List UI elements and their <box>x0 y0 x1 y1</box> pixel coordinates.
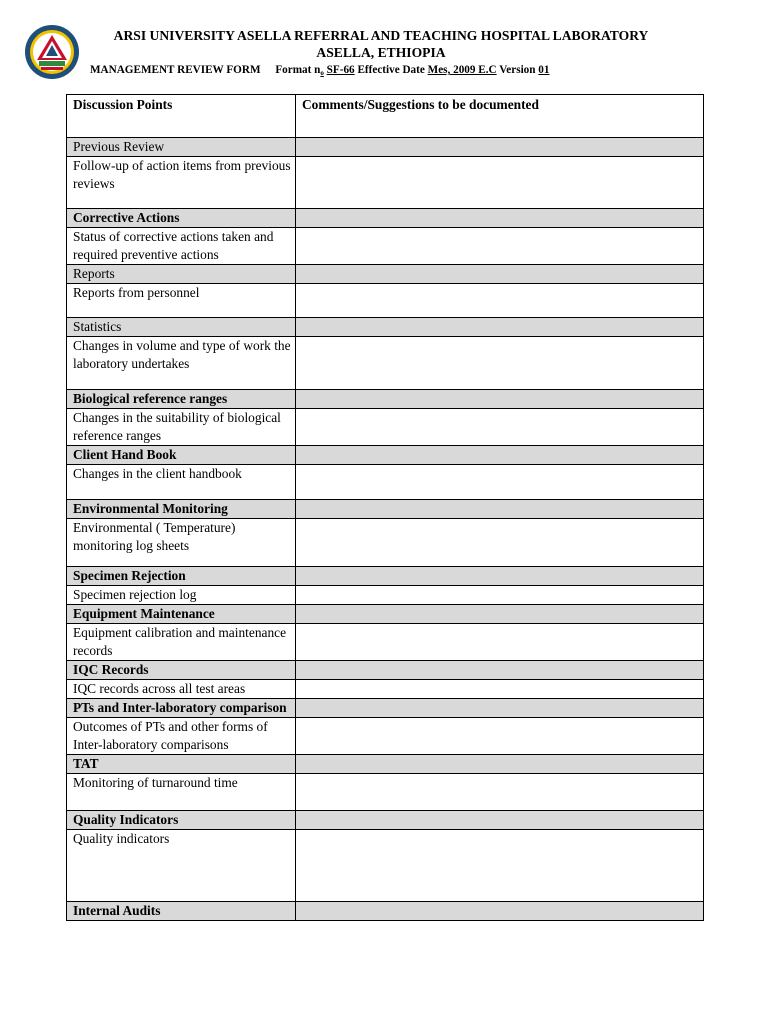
discussion-point: Changes in volume and type of work the laboratory undertakes <box>67 337 296 390</box>
format-label: Format $n_o$ <box>275 64 324 77</box>
discussion-item-row <box>67 774 704 811</box>
column-header-comments: Comments/Suggestions to be documented <box>296 95 704 138</box>
section-title: Corrective Actions <box>67 209 296 228</box>
hospital-location: ASELLA, ETHIOPIA <box>316 45 446 60</box>
effective-date-value: Mes, 2009 E.C <box>427 64 497 76</box>
section-comment-cell <box>296 902 704 921</box>
comments-field[interactable] <box>296 284 704 318</box>
discussion-item-row <box>67 465 704 500</box>
comments-field[interactable] <box>296 519 704 567</box>
discussion-item-row <box>67 337 704 390</box>
column-header-discussion-points: Discussion Points <box>67 95 296 138</box>
discussion-item-row <box>67 586 704 605</box>
section-comment-cell <box>296 500 704 519</box>
discussion-item-row <box>67 519 704 567</box>
section-row <box>67 265 704 284</box>
section-comment-cell <box>296 811 704 830</box>
discussion-point: Quality indicators <box>67 830 296 902</box>
section-comment-cell <box>296 390 704 409</box>
section-title: Client Hand Book <box>67 446 296 465</box>
comments-field[interactable] <box>296 718 704 755</box>
comments-field[interactable] <box>296 409 704 446</box>
section-row <box>67 500 704 519</box>
section-comment-cell <box>296 209 704 228</box>
section-row <box>67 446 704 465</box>
section-row <box>67 390 704 409</box>
section-row <box>67 567 704 586</box>
version-value: 01 <box>538 64 550 76</box>
version-label: Version <box>499 64 536 76</box>
discussion-point: Equipment calibration and maintenance records <box>67 624 296 661</box>
section-title: Equipment Maintenance <box>67 605 296 624</box>
discussion-point: Outcomes of PTs and other forms of Inter-laboratory comparisons <box>67 718 296 755</box>
section-title: TAT <box>67 755 296 774</box>
section-title: PTs and Inter-laboratory comparison <box>67 699 296 718</box>
comments-field[interactable] <box>296 157 704 209</box>
comments-field[interactable] <box>296 680 704 699</box>
comments-field[interactable] <box>296 586 704 605</box>
discussion-item-row <box>67 624 704 661</box>
section-title: Statistics <box>67 318 296 337</box>
section-row <box>67 138 704 157</box>
discussion-item-row <box>67 228 704 265</box>
section-row <box>67 661 704 680</box>
seal-graphic <box>24 24 80 80</box>
section-comment-cell <box>296 446 704 465</box>
section-title: Previous Review <box>67 138 296 157</box>
section-row <box>67 811 704 830</box>
format-value: SF-66 <box>326 64 355 76</box>
section-row <box>67 902 704 921</box>
comments-field[interactable] <box>296 774 704 811</box>
discussion-point: Environmental ( Temperature) monitoring log sheets <box>67 519 296 567</box>
section-title: Biological reference ranges <box>67 390 296 409</box>
section-title: Environmental Monitoring <box>67 500 296 519</box>
section-comment-cell <box>296 605 704 624</box>
discussion-point: Specimen rejection log <box>67 586 296 605</box>
discussion-item-row <box>67 680 704 699</box>
hospital-title: ARSI UNIVERSITY ASELLA REFERRAL AND TEACHING HOSPITAL LABORATORY <box>113 28 649 43</box>
section-comment-cell <box>296 318 704 337</box>
section-comment-cell <box>296 755 704 774</box>
section-title: Reports <box>67 265 296 284</box>
comments-field[interactable] <box>296 465 704 500</box>
management-review-table <box>66 94 704 921</box>
section-row <box>67 318 704 337</box>
comments-field[interactable] <box>296 337 704 390</box>
discussion-item-row <box>67 830 704 902</box>
comments-field[interactable] <box>296 624 704 661</box>
section-row <box>67 209 704 228</box>
discussion-point: Monitoring of turnaround time <box>67 774 296 811</box>
section-comment-cell <box>296 138 704 157</box>
effective-date-label: Effective Date <box>357 64 425 76</box>
form-info-line <box>90 62 549 81</box>
section-row <box>67 605 704 624</box>
section-comment-cell <box>296 661 704 680</box>
section-title: Specimen Rejection <box>67 567 296 586</box>
comments-field[interactable] <box>296 830 704 902</box>
discussion-point: IQC records across all test areas <box>67 680 296 699</box>
section-comment-cell <box>296 699 704 718</box>
section-comment-cell <box>296 567 704 586</box>
table-header-row <box>67 95 704 138</box>
section-title: Internal Audits <box>67 902 296 921</box>
form-name: MANAGEMENT REVIEW FORM <box>90 64 261 76</box>
section-comment-cell <box>296 265 704 284</box>
discussion-item-row <box>67 409 704 446</box>
discussion-point: Reports from personnel <box>67 284 296 318</box>
section-title: Quality Indicators <box>67 811 296 830</box>
section-row <box>67 699 704 718</box>
university-seal-icon <box>24 24 80 80</box>
discussion-point: Status of corrective actions taken and required preventive actions <box>67 228 296 265</box>
discussion-point: Changes in the client handbook <box>67 465 296 500</box>
discussion-item-row <box>67 157 704 209</box>
comments-field[interactable] <box>296 228 704 265</box>
section-row <box>67 755 704 774</box>
discussion-point: Follow-up of action items from previous reviews <box>67 157 296 209</box>
discussion-item-row <box>67 284 704 318</box>
discussion-item-row <box>67 718 704 755</box>
section-title: IQC Records <box>67 661 296 680</box>
discussion-point: Changes in the suitability of biological reference ranges <box>67 409 296 446</box>
